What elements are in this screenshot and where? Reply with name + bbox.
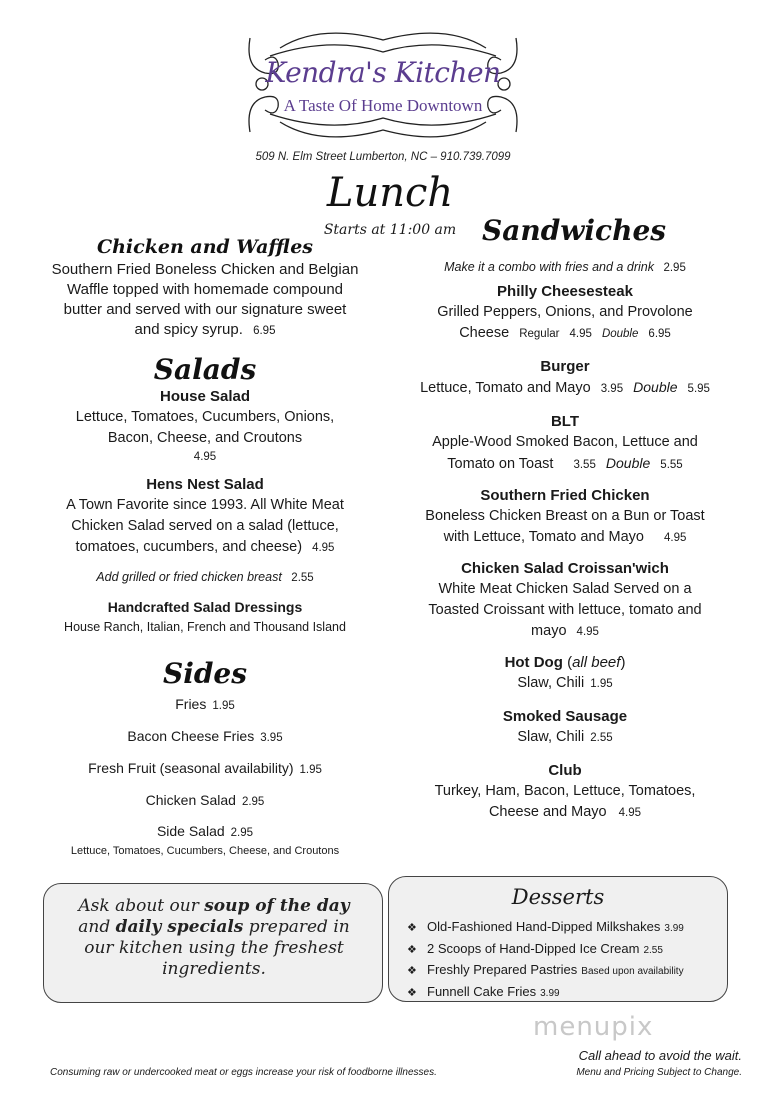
- call-ahead-note: Call ahead to avoid the wait.: [578, 1048, 742, 1063]
- side-item: [50, 757, 360, 781]
- dressings-block: [50, 597, 360, 637]
- chicken-waffles-title: Chicken and Waffles: [97, 236, 313, 258]
- dessert-price: 2.55: [643, 944, 663, 956]
- blt-block: [400, 412, 730, 476]
- dessert-item: [407, 917, 684, 939]
- croissanwich-block: [400, 559, 730, 643]
- add-chicken-price: 2.55: [291, 572, 314, 584]
- left-column: [50, 234, 360, 859]
- blt-title: BLT: [550, 413, 580, 430]
- smoked-sausage-desc: Slaw, Chili: [517, 729, 585, 745]
- blt-desc: Apple-Wood Smoked Bacon, Lettuce and: [432, 434, 698, 450]
- address: 509 N. Elm Street Lumberton, NC – 910.739.7099: [255, 151, 511, 163]
- bullet-icon: ❖: [407, 922, 417, 934]
- side-name: Bacon Cheese Fries: [127, 728, 255, 744]
- hot-dog-desc: Slaw, Chili: [517, 675, 585, 691]
- croissanwich-title: Chicken Salad Croissan'wich: [461, 560, 669, 577]
- side-name: Side Salad: [156, 823, 225, 839]
- lunch-heading: Lunch: [326, 170, 454, 216]
- hot-dog-price: 1.95: [590, 678, 613, 690]
- chicken-waffles-desc: Southern Fried Boneless Chicken and Belgian Waffle topped with homemade compound butter and served with our signature sweet and spicy syrup.: [51, 261, 359, 338]
- philly-regular-label: Regular: [519, 328, 560, 340]
- house-salad-price: 4.95: [193, 451, 217, 463]
- croissanwich-desc: White Meat Chicken Salad Served on a Toasted Croissant with lettuce, tomato and mayo: [428, 581, 702, 639]
- salads-heading: Salads: [153, 353, 257, 386]
- side-salad-note: Lettuce, Tomatoes, Cucumbers, Cheese, and Croutons: [70, 845, 340, 857]
- dessert-price: 3.99: [664, 923, 684, 934]
- hot-dog-note: all beef: [572, 654, 621, 671]
- soup-of-the-day-emphasis: soup of the day: [204, 896, 350, 916]
- burger-desc: Lettuce, Tomato and Mayo: [420, 380, 591, 396]
- desserts-heading: Desserts: [511, 885, 605, 909]
- watermark: menupix: [533, 1012, 654, 1042]
- dessert-name: Old-Fashioned Hand-Dipped Milkshakes: [427, 919, 661, 934]
- southern-chicken-title: Southern Fried Chicken: [480, 487, 650, 504]
- smoked-sausage-title: Smoked Sausage: [502, 708, 628, 725]
- philly-desc: Grilled Peppers, Onions, and Provolone: [437, 304, 693, 320]
- philly-double-price: 6.95: [648, 328, 671, 340]
- brand-name: Kendra's Kitchen: [265, 56, 501, 89]
- dessert-item: [407, 982, 684, 1004]
- side-item: [50, 821, 360, 843]
- club-block: [400, 761, 730, 824]
- soup-of-the-day-box: [43, 883, 383, 1003]
- blt-double-price: 5.55: [660, 459, 683, 471]
- side-price: 2.95: [241, 796, 265, 808]
- philly-title: Philly Cheesesteak: [497, 283, 633, 300]
- side-name: Fresh Fruit (seasonal availability): [88, 760, 294, 776]
- philly-double-label: Double: [601, 328, 639, 340]
- dessert-item: [407, 960, 684, 982]
- dessert-name: Funnell Cake Fries: [427, 983, 537, 999]
- hot-dog-block: Hot Dog (all beef) Slaw, Chili 1.95: [504, 654, 626, 691]
- burger-block: [400, 357, 730, 400]
- soup-text-part: Ask about our: [78, 896, 199, 916]
- side-name: Fries: [175, 696, 207, 712]
- hens-nest-block: [50, 475, 360, 559]
- dessert-item: [407, 939, 684, 961]
- house-salad-block: [50, 387, 360, 465]
- dessert-name: Freshly Prepared Pastries: [427, 962, 578, 977]
- blt-price: 3.55: [573, 459, 596, 471]
- bullet-icon: ❖: [407, 986, 417, 999]
- philly-block: [400, 282, 730, 345]
- hens-nest-price: 4.95: [312, 542, 335, 554]
- soup-text: [64, 896, 364, 980]
- club-desc-cont: Cheese and Mayo: [488, 804, 607, 820]
- add-chicken-text: Add grilled or fried chicken breast: [96, 570, 282, 584]
- side-price: 1.95: [212, 700, 235, 712]
- dessert-name: 2 Scoops of Hand-Dipped Ice Cream: [427, 940, 640, 956]
- southern-chicken-desc: Boneless Chicken Breast on a Bun or Toast: [425, 508, 705, 524]
- southern-chicken-block: [400, 486, 730, 549]
- smoked-sausage-block: [400, 707, 730, 749]
- right-column: [400, 214, 730, 824]
- sandwiches-heading: Sandwiches: [482, 214, 667, 247]
- lunch-start-time: Starts at 11:00 am: [323, 222, 457, 238]
- combo-note: [400, 258, 730, 277]
- food-safety-disclaimer: Consuming raw or undercooked meat or eggs increase your risk of foodborne illnesses.: [50, 1067, 437, 1078]
- bullet-icon: ❖: [407, 965, 417, 977]
- dressings-desc: House Ranch, Italian, French and Thousand Island: [64, 620, 346, 634]
- house-salad-title: House Salad: [159, 388, 251, 405]
- bullet-icon: ❖: [407, 943, 417, 956]
- side-price: 2.95: [230, 827, 254, 839]
- pricing-note: Menu and Pricing Subject to Change.: [576, 1067, 742, 1078]
- add-chicken-note: [50, 568, 360, 587]
- dessert-note: Based upon availability: [581, 966, 684, 977]
- club-desc: Turkey, Ham, Bacon, Lettuce, Tomatoes,: [434, 783, 696, 799]
- combo-price: 2.95: [663, 262, 686, 274]
- blt-double-label: Double: [605, 455, 651, 471]
- blt-desc-cont: Tomato on Toast: [447, 456, 554, 472]
- sides-list: [50, 693, 360, 859]
- hens-nest-title: Hens Nest Salad: [146, 476, 264, 493]
- side-price: 3.95: [260, 732, 283, 744]
- burger-title: Burger: [540, 358, 590, 375]
- house-salad-desc: Lettuce, Tomatoes, Cucumbers, Onions, Bacon, Cheese, and Croutons: [75, 409, 335, 446]
- chicken-waffles-price: 6.95: [253, 325, 276, 337]
- croissanwich-price: 4.95: [576, 626, 599, 638]
- burger-price: 3.95: [600, 383, 624, 395]
- chicken-waffles-block: [50, 234, 360, 341]
- side-name: Chicken Salad: [145, 792, 236, 808]
- soup-text-part: and: [78, 917, 111, 937]
- side-item: [50, 725, 360, 749]
- smoked-sausage-price: 2.55: [590, 732, 613, 744]
- desserts-box: [388, 876, 728, 1002]
- side-price: 1.95: [299, 764, 322, 776]
- dessert-price: 3.99: [540, 987, 560, 999]
- burger-double-label: Double: [633, 379, 678, 395]
- desserts-list: [407, 917, 684, 1003]
- burger-double-price: 5.95: [687, 383, 710, 395]
- side-item: [50, 789, 360, 813]
- southern-chicken-desc-cont: with Lettuce, Tomato and Mayo: [443, 529, 644, 545]
- dressings-title: Handcrafted Salad Dressings: [107, 599, 303, 615]
- brand-tagline: A Taste Of Home Downtown: [283, 96, 483, 115]
- hot-dog-title: Hot Dog: [504, 654, 563, 671]
- club-price: 4.95: [618, 807, 642, 819]
- club-title: Club: [548, 762, 582, 779]
- side-item: [50, 693, 360, 717]
- philly-desc-cont: Cheese: [459, 325, 510, 341]
- daily-specials-emphasis: daily specials: [115, 917, 244, 937]
- hens-nest-desc: A Town Favorite since 1993. All White Meat Chicken Salad served on a salad (lettuce, tomatoes, cucumbers, and cheese): [66, 497, 344, 555]
- combo-text: Make it a combo with fries and a drink: [444, 260, 654, 274]
- soup-text-part: prepared in our kitchen using the freshest ingredients.: [84, 917, 350, 979]
- sides-heading: Sides: [162, 657, 247, 690]
- philly-regular-price: 4.95: [569, 328, 592, 340]
- southern-chicken-price: 4.95: [664, 532, 687, 544]
